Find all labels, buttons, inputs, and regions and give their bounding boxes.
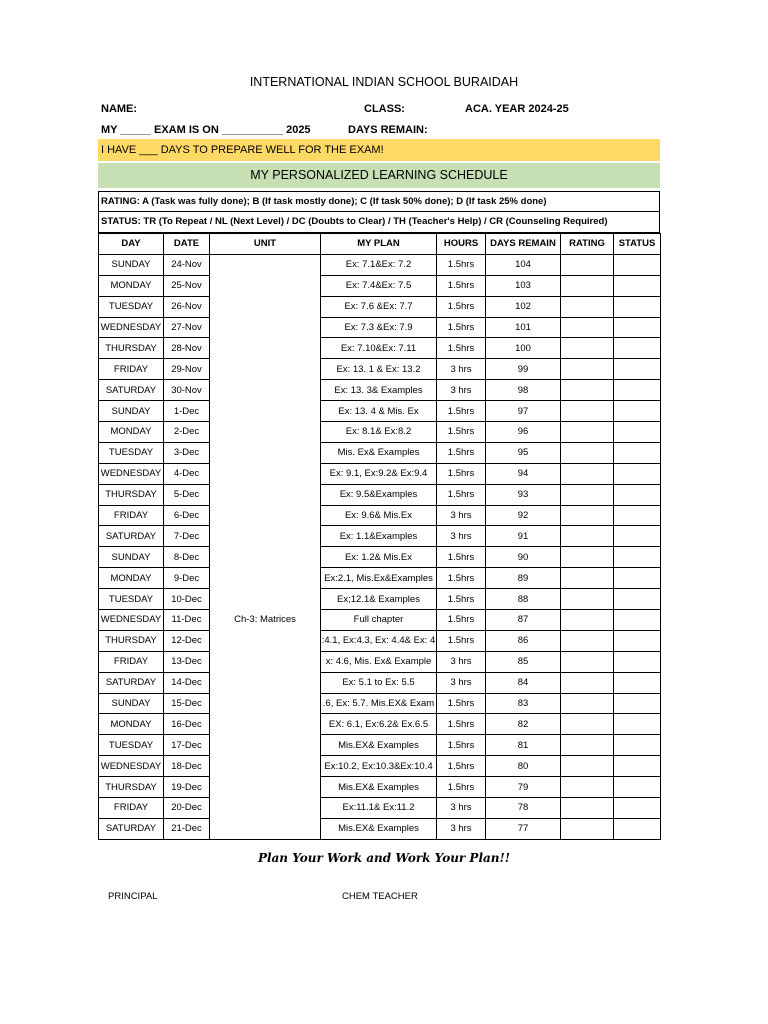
cell-status [614, 338, 661, 359]
cell-rating [561, 442, 614, 463]
cell-rating [561, 422, 614, 443]
cell-date: 27-Nov [164, 317, 210, 338]
cell-hours: 1.5hrs [437, 484, 486, 505]
cell-plan: x: 4.6, Mis. Ex& Example [321, 651, 437, 672]
cell-days-remain: 90 [486, 547, 561, 568]
table-row [99, 735, 661, 756]
column-header-date: DATE [164, 234, 210, 255]
cell-date: 30-Nov [164, 380, 210, 401]
cell-hours: 1.5hrs [437, 756, 486, 777]
cell-hours: 1.5hrs [437, 296, 486, 317]
cell-days-remain: 79 [486, 777, 561, 798]
cell-days-remain: 97 [486, 401, 561, 422]
cell-date: 25-Nov [164, 275, 210, 296]
cell-date: 13-Dec [164, 651, 210, 672]
cell-rating [561, 714, 614, 735]
cell-day: SUNDAY [99, 401, 164, 422]
table-row [99, 818, 661, 839]
cell-rating [561, 526, 614, 547]
cell-days-remain: 94 [486, 463, 561, 484]
cell-status [614, 380, 661, 401]
cell-plan: Mis.EX& Examples [321, 735, 437, 756]
header-row [99, 234, 661, 255]
table-row [99, 526, 661, 547]
cell-date: 6-Dec [164, 505, 210, 526]
cell-rating [561, 818, 614, 839]
principal-signature-label: PRINCIPAL [108, 891, 158, 902]
cell-plan: Mis.EX& Examples [321, 818, 437, 839]
cell-rating [561, 777, 614, 798]
table-row [99, 777, 661, 798]
cell-rating [561, 651, 614, 672]
cell-unit [210, 630, 321, 651]
cell-date: 8-Dec [164, 547, 210, 568]
cell-day: WEDNESDAY [99, 610, 164, 631]
cell-days-remain: 92 [486, 505, 561, 526]
table-row [99, 610, 661, 631]
cell-date: 5-Dec [164, 484, 210, 505]
cell-status [614, 422, 661, 443]
cell-status [614, 359, 661, 380]
cell-day: MONDAY [99, 568, 164, 589]
cell-status [614, 254, 661, 275]
cell-unit [210, 463, 321, 484]
cell-rating [561, 275, 614, 296]
cell-hours: 3 hrs [437, 798, 486, 819]
cell-day: FRIDAY [99, 505, 164, 526]
cell-rating [561, 338, 614, 359]
cell-rating [561, 296, 614, 317]
cell-plan: .6, Ex: 5.7. Mis.EX& Exam [321, 693, 437, 714]
cell-day: WEDNESDAY [99, 317, 164, 338]
cell-date: 12-Dec [164, 630, 210, 651]
cell-plan: Ex: 1.2& Mis.Ex [321, 547, 437, 568]
cell-days-remain: 91 [486, 526, 561, 547]
cell-days-remain: 78 [486, 798, 561, 819]
cell-rating [561, 589, 614, 610]
cell-date: 21-Dec [164, 818, 210, 839]
cell-unit [210, 714, 321, 735]
cell-plan: Ex: 5.1 to Ex: 5.5 [321, 672, 437, 693]
cell-hours: 1.5hrs [437, 317, 486, 338]
cell-days-remain: 85 [486, 651, 561, 672]
cell-rating [561, 756, 614, 777]
cell-day: SATURDAY [99, 526, 164, 547]
cell-status [614, 317, 661, 338]
cell-date: 15-Dec [164, 693, 210, 714]
cell-unit [210, 442, 321, 463]
cell-day: SATURDAY [99, 380, 164, 401]
cell-hours: 1.5hrs [437, 422, 486, 443]
teacher-signature-label: CHEM TEACHER [342, 891, 418, 902]
cell-days-remain: 87 [486, 610, 561, 631]
table-row [99, 401, 661, 422]
table-row [99, 463, 661, 484]
cell-plan: Ex;12.1& Examples [321, 589, 437, 610]
cell-hours: 1.5hrs [437, 275, 486, 296]
cell-rating [561, 630, 614, 651]
cell-rating [561, 610, 614, 631]
cell-status [614, 442, 661, 463]
cell-status [614, 275, 661, 296]
cell-unit [210, 275, 321, 296]
cell-plan: :4.1, Ex:4.3, Ex: 4.4& Ex: 4 [321, 630, 437, 651]
cell-unit [210, 568, 321, 589]
column-header-status: STATUS [614, 234, 661, 255]
cell-days-remain: 82 [486, 714, 561, 735]
cell-rating [561, 672, 614, 693]
cell-hours: 3 hrs [437, 359, 486, 380]
cell-rating [561, 463, 614, 484]
cell-plan: Ex: 13. 3& Examples [321, 380, 437, 401]
table-row [99, 714, 661, 735]
cell-hours: 1.5hrs [437, 338, 486, 359]
cell-rating [561, 693, 614, 714]
column-header-unit: UNIT [210, 234, 321, 255]
column-header-plan: MY PLAN [321, 234, 437, 255]
cell-hours: 3 hrs [437, 526, 486, 547]
cell-date: 9-Dec [164, 568, 210, 589]
cell-status [614, 777, 661, 798]
column-header-hours: HOURS [437, 234, 486, 255]
cell-plan: Ex:11.1& Ex:11.2 [321, 798, 437, 819]
cell-day: THURSDAY [99, 484, 164, 505]
cell-date: 2-Dec [164, 422, 210, 443]
cell-unit [210, 547, 321, 568]
cell-unit [210, 380, 321, 401]
cell-day: WEDNESDAY [99, 463, 164, 484]
school-name: INTERNATIONAL INDIAN SCHOOL BURAIDAH [249, 75, 519, 89]
cell-hours: 1.5hrs [437, 254, 486, 275]
schedule-table [98, 233, 661, 840]
cell-date: 11-Dec [164, 610, 210, 631]
cell-date: 26-Nov [164, 296, 210, 317]
cell-unit [210, 254, 321, 275]
cell-unit [210, 526, 321, 547]
column-header-day: DAY [99, 234, 164, 255]
cell-hours: 1.5hrs [437, 463, 486, 484]
cell-day: SUNDAY [99, 693, 164, 714]
cell-days-remain: 93 [486, 484, 561, 505]
rating-legend: RATING: A (Task was fully done); B (If task mostly done); C (If task 50% done); D (If task 25% done) [98, 191, 660, 212]
cell-unit [210, 818, 321, 839]
cell-day: SUNDAY [99, 254, 164, 275]
table-row [99, 338, 661, 359]
table-row [99, 547, 661, 568]
cell-date: 19-Dec [164, 777, 210, 798]
name-label: NAME: [101, 103, 138, 115]
cell-plan: Ex: 8.1& Ex:8.2 [321, 422, 437, 443]
cell-rating [561, 380, 614, 401]
cell-plan: Mis. Ex& Examples [321, 442, 437, 463]
prep-days-banner: I HAVE ___ DAYS TO PREPARE WELL FOR THE EXAM! [98, 139, 660, 161]
cell-date: 14-Dec [164, 672, 210, 693]
cell-unit [210, 296, 321, 317]
cell-days-remain: 99 [486, 359, 561, 380]
cell-date: 18-Dec [164, 756, 210, 777]
cell-status [614, 610, 661, 631]
cell-unit [210, 401, 321, 422]
table-row [99, 422, 661, 443]
cell-rating [561, 798, 614, 819]
cell-days-remain: 77 [486, 818, 561, 839]
cell-plan: Ex: 9.1, Ex:9.2& Ex:9.4 [321, 463, 437, 484]
cell-plan: Ex: 7.3 &Ex: 7.9 [321, 317, 437, 338]
cell-status [614, 526, 661, 547]
cell-day: MONDAY [99, 714, 164, 735]
cell-hours: 3 hrs [437, 505, 486, 526]
table-row [99, 317, 661, 338]
cell-status [614, 401, 661, 422]
motto: Plan Your Work and Work Your Plan!! [257, 851, 511, 865]
cell-status [614, 651, 661, 672]
cell-plan: Ex:10.2, Ex:10.3&Ex:10.4 [321, 756, 437, 777]
cell-unit [210, 359, 321, 380]
cell-unit [210, 484, 321, 505]
cell-unit [210, 777, 321, 798]
cell-plan: Ex: 7.6 &Ex: 7.7 [321, 296, 437, 317]
cell-hours: 1.5hrs [437, 610, 486, 631]
cell-unit [210, 735, 321, 756]
cell-hours: 3 hrs [437, 818, 486, 839]
cell-days-remain: 96 [486, 422, 561, 443]
table-row [99, 442, 661, 463]
cell-day: THURSDAY [99, 630, 164, 651]
cell-date: 7-Dec [164, 526, 210, 547]
cell-plan: Ex: 13. 4 & Mis. Ex [321, 401, 437, 422]
cell-date: 4-Dec [164, 463, 210, 484]
cell-hours: 1.5hrs [437, 401, 486, 422]
cell-plan: EX: 6.1, Ex:6.2& Ex.6.5 [321, 714, 437, 735]
cell-day: SUNDAY [99, 547, 164, 568]
cell-hours: 1.5hrs [437, 547, 486, 568]
table-row [99, 275, 661, 296]
cell-rating [561, 401, 614, 422]
cell-rating [561, 484, 614, 505]
cell-status [614, 296, 661, 317]
cell-day: TUESDAY [99, 442, 164, 463]
cell-days-remain: 104 [486, 254, 561, 275]
cell-status [614, 672, 661, 693]
table-row [99, 756, 661, 777]
cell-hours: 1.5hrs [437, 568, 486, 589]
cell-status [614, 505, 661, 526]
cell-rating [561, 505, 614, 526]
cell-date: 24-Nov [164, 254, 210, 275]
cell-plan: Ex: 7.10&Ex: 7.11 [321, 338, 437, 359]
table-row [99, 296, 661, 317]
cell-unit [210, 505, 321, 526]
cell-day: THURSDAY [99, 338, 164, 359]
cell-rating [561, 547, 614, 568]
table-row [99, 672, 661, 693]
cell-plan: Ex:2.1, Mis.Ex&Examples [321, 568, 437, 589]
cell-plan: Ex: 9.5&Examples [321, 484, 437, 505]
cell-hours: 1.5hrs [437, 442, 486, 463]
cell-rating [561, 568, 614, 589]
cell-days-remain: 86 [486, 630, 561, 651]
cell-plan: Ex: 7.1&Ex: 7.2 [321, 254, 437, 275]
cell-days-remain: 102 [486, 296, 561, 317]
cell-unit: Ch-3: Matrices [210, 610, 321, 631]
academic-year: ACA. YEAR 2024-25 [465, 103, 569, 115]
cell-unit [210, 651, 321, 672]
cell-days-remain: 89 [486, 568, 561, 589]
cell-plan: Ex: 13. 1 & Ex: 13.2 [321, 359, 437, 380]
table-row [99, 484, 661, 505]
table-row [99, 568, 661, 589]
cell-hours: 1.5hrs [437, 714, 486, 735]
cell-unit [210, 672, 321, 693]
cell-status [614, 547, 661, 568]
table-row [99, 589, 661, 610]
cell-days-remain: 83 [486, 693, 561, 714]
cell-days-remain: 101 [486, 317, 561, 338]
cell-plan: Ex: 1.1&Examples [321, 526, 437, 547]
cell-hours: 1.5hrs [437, 777, 486, 798]
cell-unit [210, 422, 321, 443]
cell-date: 3-Dec [164, 442, 210, 463]
cell-unit [210, 756, 321, 777]
table-row [99, 798, 661, 819]
cell-date: 10-Dec [164, 589, 210, 610]
cell-status [614, 693, 661, 714]
cell-hours: 3 hrs [437, 380, 486, 401]
cell-unit [210, 693, 321, 714]
cell-days-remain: 103 [486, 275, 561, 296]
table-row [99, 693, 661, 714]
cell-day: THURSDAY [99, 777, 164, 798]
table-row [99, 630, 661, 651]
days-remain-label: DAYS REMAIN: [348, 124, 428, 136]
cell-date: 16-Dec [164, 714, 210, 735]
table-row [99, 380, 661, 401]
cell-status [614, 630, 661, 651]
table-row [99, 651, 661, 672]
cell-unit [210, 589, 321, 610]
cell-rating [561, 735, 614, 756]
cell-day: FRIDAY [99, 651, 164, 672]
cell-status [614, 463, 661, 484]
cell-date: 17-Dec [164, 735, 210, 756]
cell-plan: Mis.EX& Examples [321, 777, 437, 798]
cell-plan: Ex: 9.6& Mis.Ex [321, 505, 437, 526]
cell-rating [561, 254, 614, 275]
schedule-title: MY PERSONALIZED LEARNING SCHEDULE [98, 163, 660, 188]
cell-status [614, 589, 661, 610]
cell-hours: 3 hrs [437, 651, 486, 672]
exam-date-line: MY _____ EXAM IS ON __________ 2025 [101, 124, 311, 136]
cell-hours: 1.5hrs [437, 735, 486, 756]
cell-date: 28-Nov [164, 338, 210, 359]
status-legend: STATUS: TR (To Repeat / NL (Next Level) / DC (Doubts to Clear) / TH (Teacher's Help) / CR (Counseling Required) [98, 212, 660, 233]
cell-day: FRIDAY [99, 359, 164, 380]
cell-day: TUESDAY [99, 296, 164, 317]
cell-plan: Ex: 7.4&Ex: 7.5 [321, 275, 437, 296]
cell-date: 20-Dec [164, 798, 210, 819]
cell-status [614, 714, 661, 735]
cell-day: TUESDAY [99, 589, 164, 610]
cell-status [614, 735, 661, 756]
cell-rating [561, 359, 614, 380]
cell-days-remain: 88 [486, 589, 561, 610]
cell-status [614, 756, 661, 777]
cell-status [614, 484, 661, 505]
cell-unit [210, 338, 321, 359]
cell-hours: 3 hrs [437, 672, 486, 693]
cell-plan: Full chapter [321, 610, 437, 631]
cell-days-remain: 81 [486, 735, 561, 756]
cell-hours: 1.5hrs [437, 630, 486, 651]
cell-date: 29-Nov [164, 359, 210, 380]
table-row [99, 505, 661, 526]
cell-date: 1-Dec [164, 401, 210, 422]
class-label: CLASS: [364, 103, 405, 115]
cell-status [614, 798, 661, 819]
cell-day: SATURDAY [99, 672, 164, 693]
cell-days-remain: 84 [486, 672, 561, 693]
cell-status [614, 818, 661, 839]
cell-day: TUESDAY [99, 735, 164, 756]
cell-hours: 1.5hrs [437, 693, 486, 714]
cell-hours: 1.5hrs [437, 589, 486, 610]
cell-day: FRIDAY [99, 798, 164, 819]
cell-rating [561, 317, 614, 338]
column-header-days-remain: DAYS REMAIN [486, 234, 561, 255]
cell-unit [210, 317, 321, 338]
cell-day: WEDNESDAY [99, 756, 164, 777]
cell-days-remain: 100 [486, 338, 561, 359]
cell-day: MONDAY [99, 422, 164, 443]
cell-day: SATURDAY [99, 818, 164, 839]
cell-days-remain: 80 [486, 756, 561, 777]
cell-days-remain: 95 [486, 442, 561, 463]
column-header-rating: RATING [561, 234, 614, 255]
cell-day: MONDAY [99, 275, 164, 296]
cell-status [614, 568, 661, 589]
table-row [99, 254, 661, 275]
cell-days-remain: 98 [486, 380, 561, 401]
cell-unit [210, 798, 321, 819]
table-row [99, 359, 661, 380]
